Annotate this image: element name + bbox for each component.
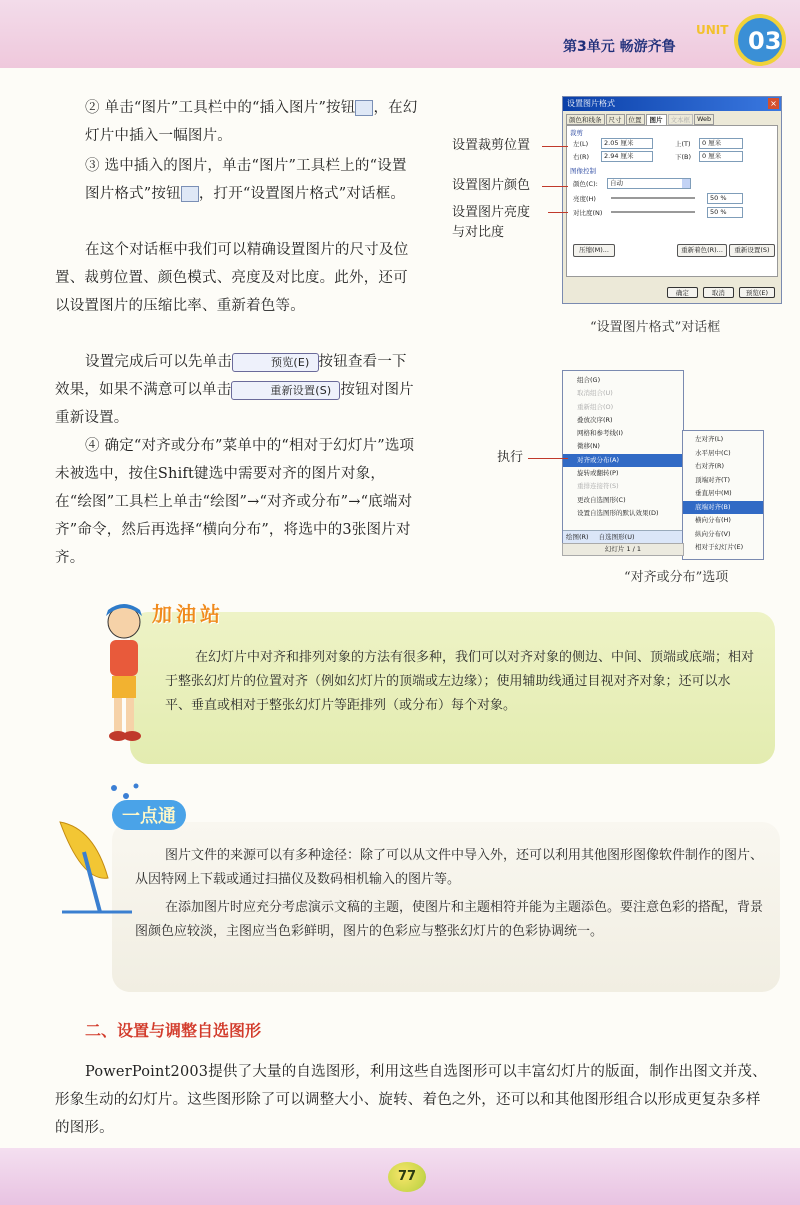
tab-textbox[interactable]: 文本框 [668,114,694,125]
reset-button[interactable]: 重新设置(S) [231,381,340,400]
menu-item-change-shape[interactable]: 更改自选图形(C) [577,495,626,504]
submenu-distribute-v[interactable]: 纵向分布(V) [695,529,731,538]
para-step3 [85,152,421,208]
submenu-align-top[interactable]: 顶端对齐(T) [695,475,731,484]
tip2-title: 一点通 [112,800,186,830]
menu-item-ungroup[interactable]: 取消组合(U) [577,389,613,398]
crop-left-label: 左(L) [573,140,589,148]
color-select[interactable] [607,178,691,189]
chevron-down-icon [682,179,690,188]
submenu-align-left[interactable]: 左对齐(L) [695,435,724,443]
dialog-footer [667,287,775,298]
submenu-align-bottom[interactable]: 底端对齐(B) [683,501,763,515]
dialog-body [566,125,778,277]
unit-word: UNIT [696,23,729,37]
align-submenu [682,430,764,560]
close-icon[interactable]: × [768,98,779,109]
brightness-slider[interactable] [611,197,695,199]
submenu-relative-slide[interactable]: 相对于幻灯片(E) [695,543,744,551]
submenu-align-right[interactable]: 右对齐(R) [695,462,725,470]
cancel-button[interactable]: 取消 [703,287,734,298]
color-value: 自动 [610,179,623,187]
brightness-label: 亮度(H) [573,195,596,203]
dialog-titlebar [563,97,781,111]
annot-execute: 执行 [497,450,524,465]
crop-bottom-label: 下(B) [675,153,692,161]
leader-brightness [548,212,568,213]
insert-picture-icon [355,100,373,116]
annot-color: 设置图片颜色 [452,178,531,193]
slide-status-bar [562,543,684,556]
crop-top-field[interactable]: 0 厘米 [699,138,743,149]
menu-item-align[interactable]: 对齐或分布(A) [563,454,683,467]
preview-text: 设置完成后可以先单击 [85,354,232,370]
tab-colors[interactable]: 颜色和线条 [566,114,605,125]
tip2-text-a: 图片文件的来源可以有多种途径：除了可以从文件中导入外，还可以利用其他图形图像软件制作的图片、从因特网上下载或通过扫描仪及数码相机输入的图片等。 [135,848,764,887]
submenu-distribute-h[interactable]: 横向分布(H) [695,516,731,524]
menu-item-order[interactable]: 叠放次序(R) [577,415,613,424]
preview-button[interactable]: 预览(E) [232,353,319,372]
unit-badge [688,4,798,66]
menu-list [563,371,683,520]
crop-top-label: 上(T) [675,140,691,148]
tip1-text: 在幻灯片中对齐和排列对象的方法有很多种，我们可以对齐对象的侧边、中间、顶端或底端；相对于整张幻灯片的位置对齐（例如幻灯片的顶端或左边缘）；使用辅助线通过目视对齐对象；还可以水平、垂直或相对于整张幻灯片等距排列（或分布）每个对象。 [165,650,755,713]
leader-crop [542,146,568,147]
leader-execute [528,458,568,459]
preview-text-mid: 按钮查看一下效果，如果不满意可以单击 [55,354,407,398]
tip1-title: 加油站 [152,602,224,626]
drawing-toolbar [563,530,683,543]
crop-right-field[interactable]: 2.94 厘米 [601,151,653,162]
step2-text: ② 单击“图片”工具栏中的“插入图片”按钮 [85,100,356,116]
toolbar-autoshape-button[interactable]: 自选图形(U) [598,533,635,541]
unit-number: 03 [748,27,782,55]
para-step2 [85,94,421,150]
annot-crop: 设置裁剪位置 [452,138,531,153]
dialog-tabs [563,111,781,125]
menu-item-rotate[interactable]: 旋转或翻转(P) [577,469,619,478]
para-dialog-desc: 在这个对话框中我们可以精确设置图片的尺寸及位置、裁剪位置、颜色模式、亮度及对比度。此外，还可以设置图片的压缩比率、重新着色等。 [55,242,409,314]
toolbar-draw-button[interactable]: 绘图(R) [566,533,589,541]
crop-left-field[interactable]: 2.05 厘米 [601,138,653,149]
submenu-center-v[interactable]: 垂直居中(M) [695,489,732,497]
crop-bottom-field[interactable]: 0 厘米 [699,151,743,162]
tab-web[interactable]: Web [694,114,714,125]
page-number: 77 [388,1162,426,1192]
para-preview [55,348,421,432]
tip2-text-b: 在添加图片时应充分考虑演示文稿的主题，使图片和主题相符并能为主题添色。要注意色彩的搭配，背景图颜色应较淡，主图应当色彩鲜明，图片的色彩应与整张幻灯片的色彩协调统一。 [135,900,764,939]
tab-position[interactable]: 位置 [626,114,645,125]
para-step4: ④ 确定“对齐或分布”菜单中的“相对于幻灯片”选项未被选中，按住Shift键选中需要对齐的图片对象，在“绘图”工具栏上单击“绘图”→“对齐或分布”→“底端对齐”命令，然后再选择“横向分布”，将选中的3张图片对齐。 [55,438,415,566]
contrast-slider[interactable] [611,211,695,213]
tab-picture[interactable]: 图片 [646,114,667,125]
crop-section-label: 裁剪 [570,129,583,137]
menu-item-nudge[interactable]: 微移(N) [577,442,600,451]
format-picture-icon [181,186,199,202]
contrast-field[interactable]: 50 % [707,207,743,218]
section2-body: PowerPoint2003提供了大量的自选图形，利用这些自选图形可以丰富幻灯片的版面，制作出图文并茂、形象生动的幻灯片。这些图形除了可以调整大小、旋转、着色之外，还可以和其他图形组合以形成更复杂多样的图形。 [55,1064,767,1136]
menu-item-grid[interactable]: 网格和参考线(I) [577,429,623,438]
color-label: 颜色(C): [573,180,598,188]
ok-button[interactable]: 确定 [667,287,698,298]
menu-item-reroute[interactable]: 重排连接符(S) [577,482,619,491]
dialog-reset-button[interactable]: 重新设置(S) [729,244,775,257]
menu-item-group[interactable]: 组合(G) [577,376,601,384]
mascot-boy-icon [90,598,158,746]
contrast-label: 对比度(N) [573,209,603,217]
draw-menu [562,370,684,544]
step3-text: ③ 选中插入的图片，单击“图片”工具栏上的“设置图片格式”按钮 [85,158,407,202]
brightness-field[interactable]: 50 % [707,193,743,204]
dialog-title: 设置图片格式 [567,99,615,108]
dialog-preview-button[interactable]: 预览(E) [739,287,775,298]
step2-text-end: ，在幻灯片中插入一幅图片。 [85,100,418,144]
recolor-button[interactable]: 重新着色(R)... [677,244,727,257]
header-band [0,0,800,68]
preview-text-end: 按钮对图片重新设置。 [55,382,414,426]
annot-brightness-a: 设置图片亮度 [452,205,531,220]
tab-size[interactable]: 尺寸 [606,114,625,125]
crop-right-label: 右(R) [573,153,590,161]
figure1-caption: “设置图片格式”对话框 [590,320,721,335]
unit-tag: 第3单元 畅游齐鲁 [563,39,676,55]
menu-item-regroup[interactable]: 重新组合(O) [577,402,614,411]
leader-color [542,186,568,187]
slide-status: 幻灯片 1 / 1 [604,545,642,553]
format-picture-dialog [562,96,782,304]
figure2-caption: “对齐或分布”选项 [624,570,729,585]
section2-heading: 二、设置与调整自选图形 [85,1021,262,1040]
step3-text-end: ，打开“设置图片格式”对话框。 [198,186,406,202]
menu-item-defaults[interactable]: 设置自选图形的默认效果(D) [577,508,659,517]
submenu-center-h[interactable]: 水平居中(C) [695,448,731,457]
annot-brightness-b: 与对比度 [452,225,505,240]
image-control-label: 图像控制 [570,167,596,175]
compress-button[interactable]: 压缩(M)... [573,244,615,257]
